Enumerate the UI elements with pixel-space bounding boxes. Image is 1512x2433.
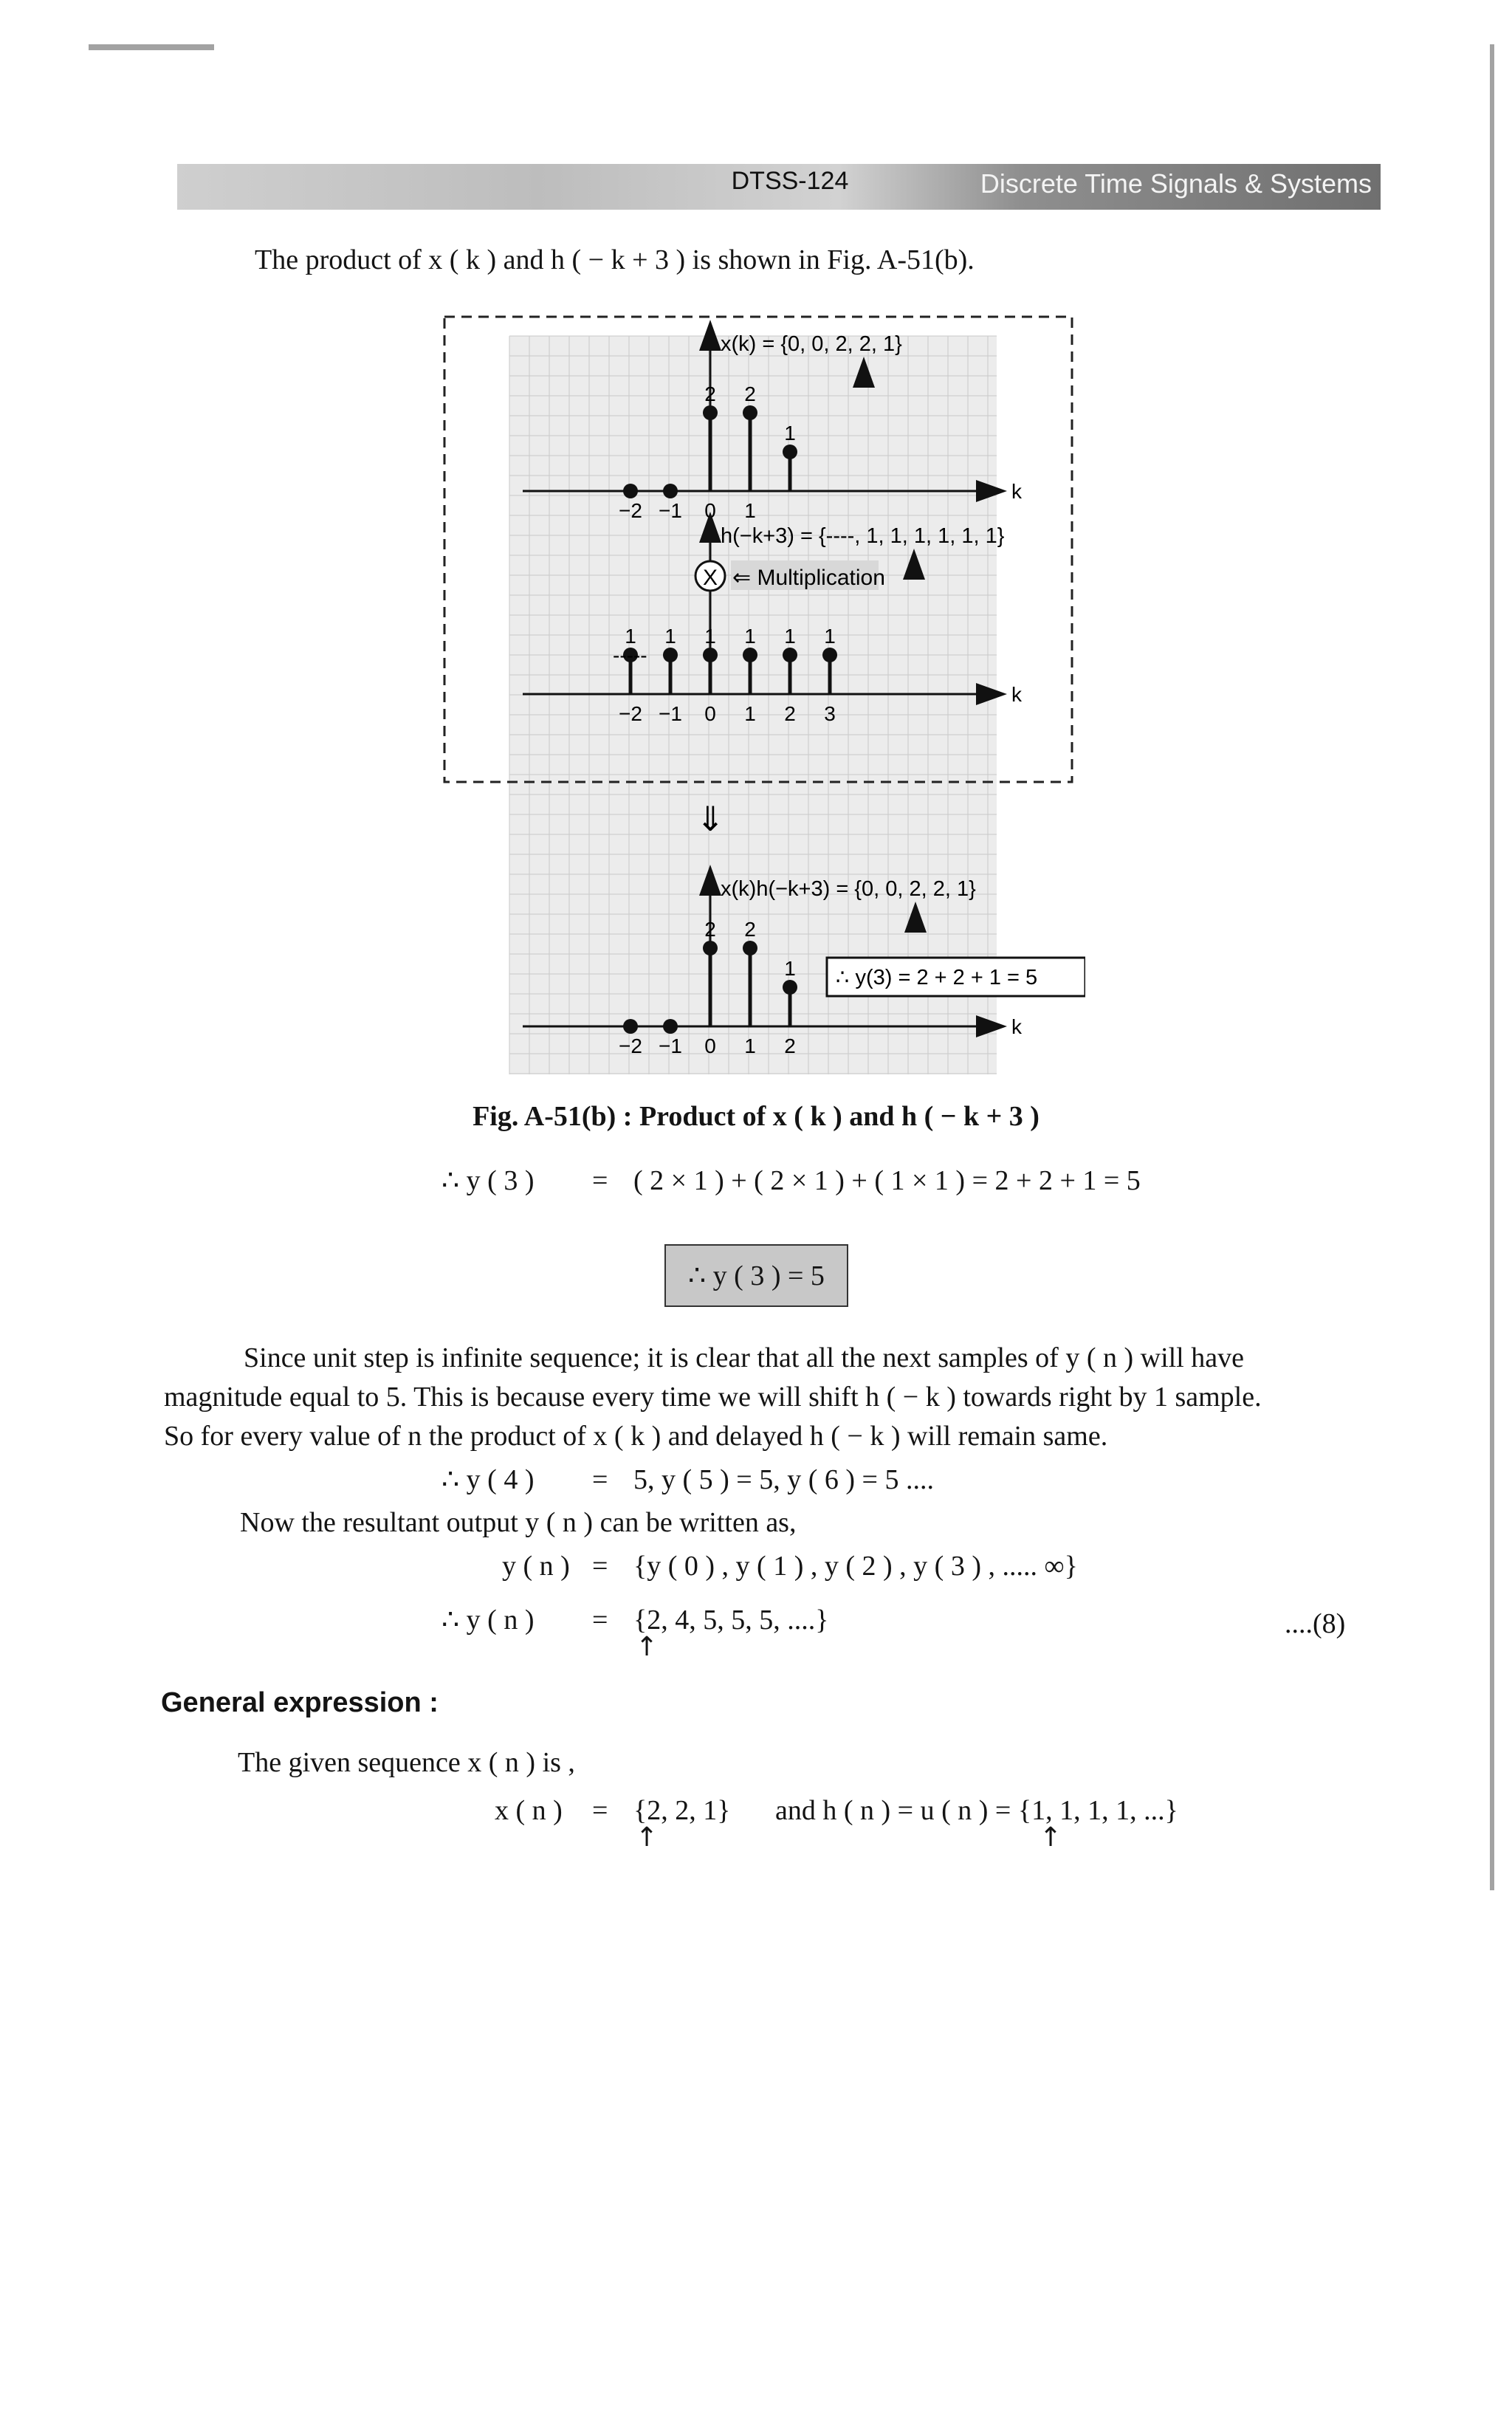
eq-yn-def-rhs: {y ( 0 ) , y ( 1 ) , y ( 2 ) , y ( 3 ) , ..... ∞}	[633, 1551, 1078, 1582]
page-number: DTSS-124	[731, 167, 849, 195]
multiplication-label: ⇐ Multiplication	[732, 566, 885, 590]
down-arrow: ⇓	[695, 800, 725, 838]
continuation-dots: -----	[613, 644, 647, 667]
tick-label: 1	[744, 1034, 756, 1057]
eq-y4-equals: =	[592, 1464, 608, 1495]
eq-y3-rhs: ( 2 × 1 ) + ( 2 × 1 ) + ( 1 × 1 ) = 2 + 2 + 1 = 5	[633, 1165, 1141, 1196]
eq-yn-def-lhs: y ( n )	[502, 1551, 570, 1582]
sample-dot	[623, 484, 638, 498]
eq-y4-lhs: ∴ y ( 4 )	[441, 1464, 535, 1495]
origin-arrow-hn: ↑	[1040, 1822, 1062, 1853]
tick-label: 0	[704, 702, 716, 725]
eq-yn-val-lhs: ∴ y ( n )	[441, 1605, 535, 1636]
given-intro: The given sequence x ( n ) is ,	[238, 1747, 575, 1778]
sample-dot	[743, 405, 757, 420]
tick-label: 0	[704, 1034, 716, 1057]
origin-arrow-xn: ↑	[636, 1822, 659, 1853]
sample-dot	[663, 648, 678, 662]
tick-label: −1	[659, 499, 682, 522]
tick-label: −2	[619, 1034, 642, 1057]
sample-dot	[743, 648, 757, 662]
scan-edge	[1490, 44, 1494, 1890]
sample-value: 1	[784, 422, 796, 445]
sample-dot	[822, 648, 837, 662]
sample-value: 1	[824, 625, 836, 648]
scan-smudge	[89, 44, 214, 50]
axis-var-label: k	[1011, 683, 1022, 706]
output-intro: Now the resultant output y ( n ) can be written as,	[240, 1507, 797, 1538]
sample-value: 1	[664, 625, 676, 648]
book-title: Discrete Time Signals & Systems	[980, 168, 1372, 199]
eq-y3-equals: =	[592, 1165, 608, 1196]
tick-label: −1	[659, 1034, 682, 1057]
multiply-symbol: X	[702, 566, 718, 590]
sample-value: 2	[704, 918, 716, 941]
eq-xn-equals: =	[592, 1795, 608, 1826]
paragraph-line-2: magnitude equal to 5. This is because every time we will shift h ( − k ) towards right by 1 sample.	[164, 1382, 1262, 1413]
eq-yn-def-equals: =	[592, 1551, 608, 1582]
tick-label: −1	[659, 702, 682, 725]
origin-arrow-yn: ↑	[636, 1632, 659, 1662]
tick-label: −2	[619, 499, 642, 522]
eq-xn-lhs: x ( n )	[495, 1795, 563, 1826]
eq-y4-rhs: 5, y ( 5 ) = 5, y ( 6 ) = 5 ....	[633, 1464, 934, 1495]
paragraph-line-3: So for every value of n the product of x ( k ) and delayed h ( − k ) will remain same.	[164, 1421, 1108, 1452]
eq-yn-val-equals: =	[592, 1605, 608, 1636]
eq-xn-rhs: {2, 2, 1}	[633, 1795, 731, 1826]
sample-dot	[783, 445, 797, 459]
tick-label: 1	[744, 499, 756, 522]
sample-dot	[663, 1019, 678, 1034]
sample-dot	[663, 484, 678, 498]
result-box	[827, 958, 1085, 996]
sample-dot	[783, 648, 797, 662]
eq-yn-val-rhs: {2, 4, 5, 5, 5, ....}	[633, 1605, 829, 1636]
boxed-result: ∴ y ( 3 ) = 5	[664, 1244, 848, 1307]
figure-caption: Fig. A-51(b) : Product of x ( k ) and h ( − k + 3 )	[472, 1101, 1040, 1132]
sample-value: 1	[704, 625, 716, 648]
tick-label: 0	[704, 499, 716, 522]
intro-text: The product of x ( k ) and h ( − k + 3 ) is shown in Fig. A-51(b).	[255, 244, 975, 275]
equation-tag: ....(8)	[1285, 1608, 1346, 1639]
paragraph-line-1: Since unit step is infinite sequence; it is clear that all the next samples of y ( n ) will have	[244, 1342, 1244, 1373]
sample-value: 2	[704, 382, 716, 405]
axis-var-label: k	[1011, 480, 1022, 503]
sample-value: 2	[744, 382, 756, 405]
sample-value: 2	[744, 918, 756, 941]
sample-dot	[703, 941, 718, 955]
sample-value: 1	[625, 625, 636, 648]
result-box-text: ∴ y(3) = 2 + 2 + 1 = 5	[836, 966, 1038, 989]
tick-label: −2	[619, 702, 642, 725]
tick-label: 1	[744, 702, 756, 725]
sample-dot	[703, 405, 718, 420]
sample-value: 1	[784, 957, 796, 980]
sample-value: 1	[744, 625, 756, 648]
sample-dot	[703, 648, 718, 662]
sample-dot	[783, 980, 797, 995]
eq-y3-lhs: ∴ y ( 3 )	[441, 1165, 535, 1196]
eq-xn-rhs2: and h ( n ) = u ( n ) = {1, 1, 1, 1, ...}	[775, 1795, 1178, 1826]
sample-value: 1	[784, 625, 796, 648]
tick-label: 2	[784, 702, 796, 725]
sequence-label: x(k)h(−k+3) = {0, 0, 2, 2, 1}	[721, 877, 976, 901]
tick-label: 3	[824, 702, 836, 725]
sample-dot	[743, 941, 757, 955]
axis-var-label: k	[1011, 1015, 1022, 1038]
sequence-label: x(k) = {0, 0, 2, 2, 1}	[721, 332, 902, 356]
sample-dot	[623, 1019, 638, 1034]
sequence-label: h(−k+3) = {----, 1, 1, 1, 1, 1, 1}	[721, 524, 1005, 548]
tick-label: 2	[784, 1034, 796, 1057]
section-heading: General expression :	[161, 1687, 439, 1718]
figure-a51b	[436, 314, 1085, 1089]
